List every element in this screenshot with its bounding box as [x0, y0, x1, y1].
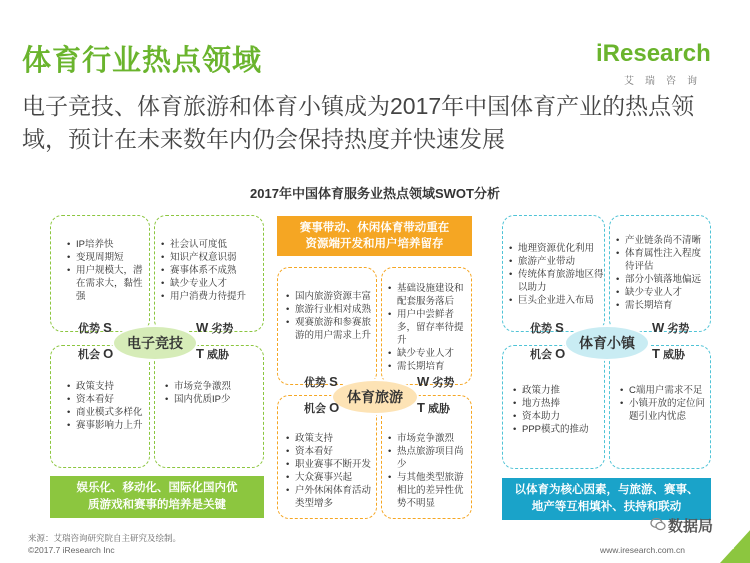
page-number: 51	[722, 540, 735, 552]
list-item: • 户外休闲体育活动类型增多	[286, 484, 378, 510]
copyright: ©2017.7 iResearch Inc	[28, 545, 115, 555]
list-item: • 赛事影响力上升	[67, 419, 149, 432]
town-strengths-list	[509, 242, 605, 307]
tourism-opportunities-list	[286, 432, 378, 510]
town-opportunities-list	[513, 384, 605, 436]
tourism-weaknesses	[381, 267, 472, 385]
wechat-icon	[650, 516, 666, 532]
tourism-header: 赛事带动、休闲体育带动重在资源端开发和用户培养留存	[277, 216, 472, 256]
list-item: • 缺少专业人才	[161, 277, 263, 290]
esports-w-label: W 劣势	[196, 320, 234, 335]
tourism-o-label: 机会 O	[304, 400, 340, 415]
list-item: • 旅游产业带动	[509, 255, 605, 268]
list-item: • 地方热捧	[513, 397, 605, 410]
source-note: 来源：艾瑞咨询研究院自主研究及绘制。	[28, 533, 182, 543]
list-item: • 缺少专业人才	[616, 286, 710, 299]
town-center-label: 体育小镇	[564, 325, 650, 361]
esports-threats	[154, 345, 264, 468]
town-o-label: 机会 O	[530, 346, 566, 361]
list-item: • 商业模式多样化	[67, 406, 149, 419]
list-item: • 社会认可度低	[161, 238, 263, 251]
list-item: • 赛事体系不成熟	[161, 264, 263, 277]
list-item: • 变现周期短	[67, 251, 149, 264]
list-item: • 巨头企业进入布局	[509, 294, 605, 307]
list-item: • 基础设施建设和配套服务落后	[388, 282, 472, 308]
list-item: • PPP模式的推动	[513, 423, 605, 436]
esports-opportunities-list	[67, 380, 149, 432]
esports-weaknesses-list	[161, 238, 263, 303]
town-footer: 以体育为核心因素，与旅游、赛事、地产等互相填补、扶持和联动	[502, 478, 711, 520]
list-item: • 政策力推	[513, 384, 605, 397]
list-item: • 需长期培育	[616, 299, 710, 312]
town-weaknesses-list	[616, 234, 710, 312]
esports-footer: 娱乐化、移动化、国际化国内优质游戏和赛事的培养是关键	[50, 476, 264, 518]
town-weaknesses	[609, 215, 711, 332]
tourism-t-label: T 威胁	[417, 400, 451, 415]
iresearch-logo	[596, 40, 726, 90]
logo-text: iResearch	[596, 40, 711, 67]
esports-weaknesses	[154, 215, 264, 332]
esports-center-label: 电子竞技	[112, 325, 198, 361]
list-item: • 小镇开放的定位问题引业内忧虑	[620, 397, 710, 423]
tourism-strengths-list	[286, 290, 378, 342]
tourism-w-label: W 劣势	[417, 374, 455, 389]
town-strengths	[502, 215, 605, 332]
town-opportunities	[502, 345, 605, 469]
list-item: • 政策支持	[286, 432, 378, 445]
town-threats-list	[620, 384, 710, 423]
page-title: 体育行业热点领域	[22, 45, 263, 77]
list-item: • 传统体育旅游地区得以助力	[509, 268, 605, 294]
list-item: • 热点旅游项目尚少	[388, 445, 472, 471]
watermark: 数据局	[668, 518, 714, 535]
list-item: • 旅游行业相对成熟	[286, 303, 378, 316]
list-item: • 资本看好	[67, 393, 149, 406]
tourism-threats-list	[388, 432, 472, 510]
list-item: • 观赛旅游和参赛旅游的用户需求上升	[286, 316, 378, 342]
list-item: • 知识产权意识弱	[161, 251, 263, 264]
list-item: • 市场竞争激烈	[388, 432, 472, 445]
tourism-s-label: 优势 S	[304, 374, 338, 389]
list-item: • 国内旅游资源丰富	[286, 290, 378, 303]
esports-o-label: 机会 O	[78, 346, 114, 361]
list-item: • 地理资源优化利用	[509, 242, 605, 255]
chart-title: 2017年中国体育服务业热点领域SWOT分析	[250, 186, 500, 201]
town-threats	[609, 345, 711, 469]
list-item: • 国内优质IP少	[165, 393, 263, 406]
esports-threats-list	[165, 380, 263, 406]
esports-opportunities	[50, 345, 150, 468]
esports-strengths	[50, 215, 150, 332]
tourism-strengths	[277, 267, 377, 385]
tourism-center-label: 体育旅游	[331, 379, 419, 415]
list-item: • IP培养快	[67, 238, 149, 251]
list-item: • 体育属性注入程度待评估	[616, 247, 710, 273]
list-item: • 职业赛事不断开发	[286, 458, 378, 471]
esports-strengths-list	[67, 238, 149, 303]
list-item: • 产业链条尚不清晰	[616, 234, 710, 247]
esports-t-label: T 威胁	[196, 346, 230, 361]
tourism-weaknesses-list	[388, 282, 472, 373]
website-url: www.iresearch.com.cn	[600, 545, 686, 555]
esports-s-label: 优势 S	[78, 320, 112, 335]
list-item: • 部分小镇落地偏远	[616, 273, 710, 286]
list-item: • C端用户需求不足	[620, 384, 710, 397]
page-subtitle: 电子竞技、体育旅游和体育小镇成为2017年中国体育产业的热点领域，预计在未来数年内仍会保持热度并快速发展	[22, 93, 695, 152]
town-s-label: 优势 S	[530, 320, 564, 335]
logo-subtext: 艾瑞咨询	[624, 76, 708, 87]
town-t-label: T 威胁	[652, 346, 686, 361]
town-w-label: W 劣势	[652, 320, 690, 335]
list-item: • 政策支持	[67, 380, 149, 393]
list-item: • 大众赛事兴起	[286, 471, 378, 484]
list-item: • 用户消费力待提升	[161, 290, 263, 303]
list-item: • 用户中尝鲜者多，留存率待提升	[388, 308, 472, 347]
list-item: • 用户规模大，潜在需求大，黏性强	[67, 264, 149, 303]
list-item: • 资本助力	[513, 410, 605, 423]
list-item: • 与其他类型旅游相比的差异性优势不明显	[388, 471, 472, 510]
list-item: • 需长期培育	[388, 360, 472, 373]
list-item: • 市场竞争激烈	[165, 380, 263, 393]
list-item: • 缺少专业人才	[388, 347, 472, 360]
list-item: • 资本看好	[286, 445, 378, 458]
